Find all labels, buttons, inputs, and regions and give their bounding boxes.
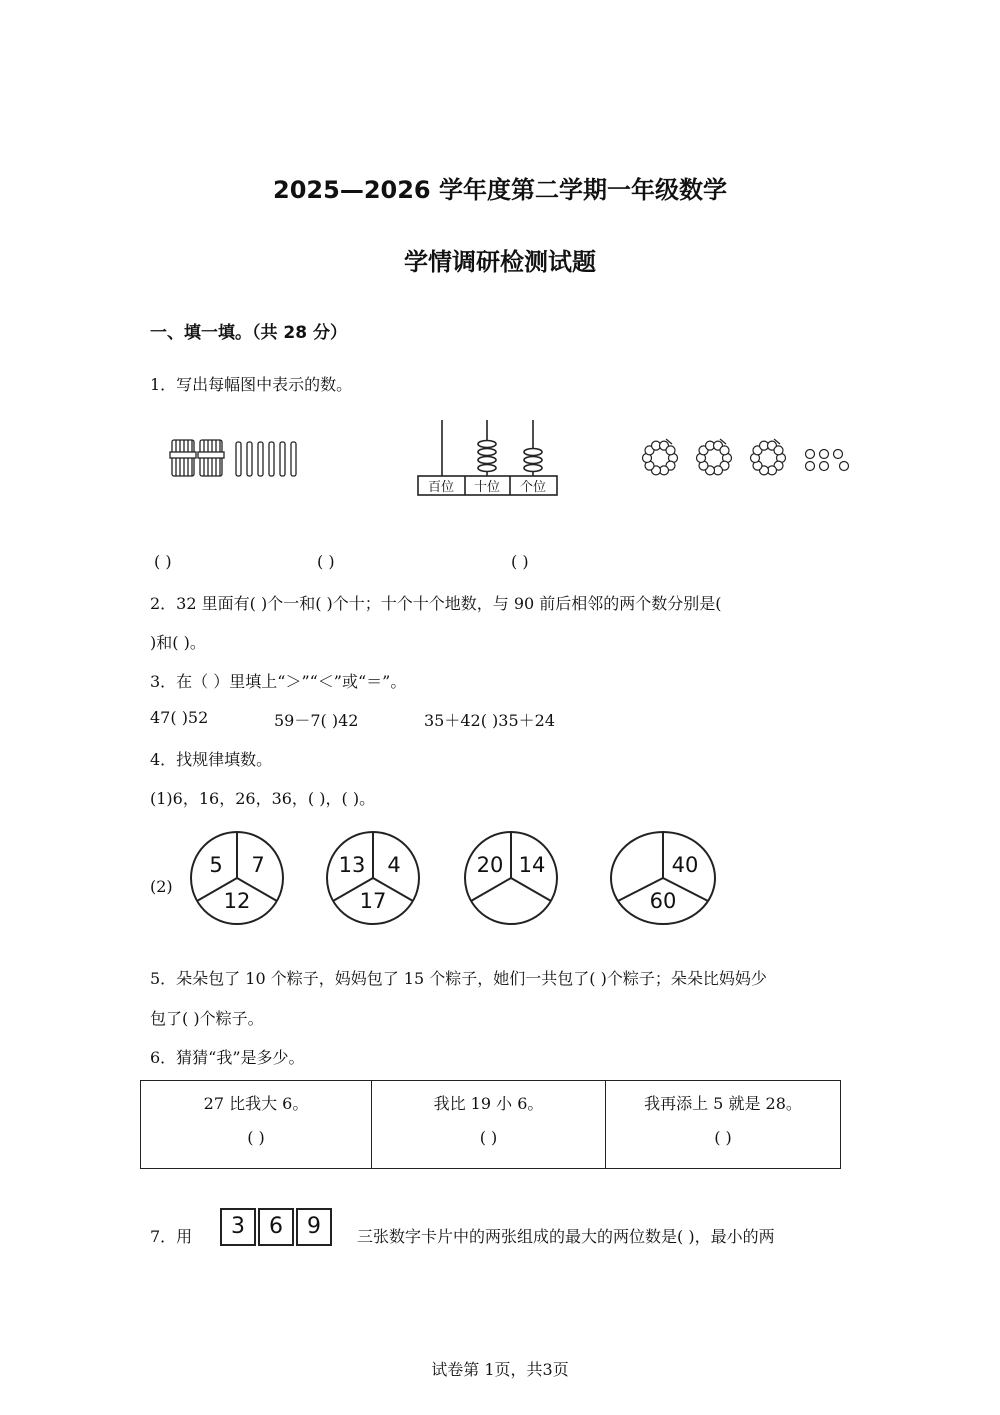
circle1-right: 7 <box>251 853 265 877</box>
number-card-3: 9 <box>296 1208 332 1246</box>
q1-blank-1[interactable]: ( ) <box>154 552 172 571</box>
abacus-label-ones: 个位 <box>519 480 547 495</box>
circle4-right: 40 <box>671 853 699 877</box>
q6-cell-3 <box>606 1081 841 1169</box>
circle3-left: 20 <box>476 853 504 877</box>
abacus-figure <box>415 418 560 498</box>
circle4-bottom: 60 <box>649 889 677 913</box>
q2-line2: )和( )。 <box>150 633 206 652</box>
q6-cell-1 <box>141 1081 372 1169</box>
q6-cell-3-blank[interactable]: ( ) <box>714 1128 732 1147</box>
q7-suffix: 三张数字卡片中的两张组成的最大的两位数是( )，最小的两 <box>357 1227 775 1246</box>
q6-cell-2-blank[interactable]: ( ) <box>479 1128 498 1147</box>
q3-prompt: 3．在（ ）里填上“＞”“＜”或“＝”。 <box>150 672 407 691</box>
circle1-left: 5 <box>209 853 223 877</box>
number-card-2: 6 <box>258 1208 294 1246</box>
q5-line1: 5．朵朵包了 10 个粽子，妈妈包了 15 个粽子，她们一共包了( )个粽子；朵朵比妈妈少 <box>150 969 767 988</box>
q5-line2: 包了( )个粽子。 <box>150 1009 264 1028</box>
q6-table <box>140 1080 841 1169</box>
q7-prefix: 7．用 <box>150 1227 193 1246</box>
circle1-bottom: 12 <box>223 889 251 913</box>
q6-cell-2-text: 我比 19 小 6。 <box>433 1094 544 1113</box>
q1-blank-3[interactable]: ( ) <box>511 552 529 571</box>
q4-part2-label: (2) <box>150 877 173 896</box>
page-footer: 试卷第 1页，共3页 <box>431 1360 569 1379</box>
q2-line1: 2．32 里面有( )个一和( )个十；十个十个地数，与 90 前后相邻的两个数分别是( <box>150 594 722 613</box>
q6-cell-1-blank[interactable]: ( ) <box>247 1128 265 1147</box>
exam-title-line2: 学情调研检测试题 <box>404 248 596 276</box>
circle2-bottom: 17 <box>359 889 387 913</box>
number-card-1: 3 <box>220 1208 256 1246</box>
q4-prompt: 4．找规律填数。 <box>150 750 273 769</box>
abacus-label-hundreds: 百位 <box>427 480 455 495</box>
q6-cell-2 <box>372 1081 606 1169</box>
q3-item-2: 59－7( )42 <box>274 711 359 730</box>
q6-prompt: 6．猜猜“我”是多少。 <box>150 1048 305 1067</box>
section-heading: 一、填一填。（共 28 分） <box>150 323 347 343</box>
q4-part1: (1)6，16，26，36，( )，( )。 <box>150 789 376 808</box>
q6-cell-3-text: 我再添上 5 就是 28。 <box>644 1094 802 1113</box>
stick-bundles-figure <box>168 434 308 484</box>
circle2-left: 13 <box>338 853 366 877</box>
q3-item-3: 35＋42( )35＋24 <box>424 711 556 730</box>
q6-cell-1-text: 27 比我大 6。 <box>203 1094 309 1113</box>
q1-blank-2[interactable]: ( ) <box>317 552 335 571</box>
number-circles-figure <box>180 826 740 930</box>
circle2-right: 4 <box>387 853 401 877</box>
q1-prompt: 1．写出每幅图中表示的数。 <box>150 375 353 394</box>
circle-groups-figure <box>638 434 858 480</box>
q3-item-1: 47( )52 <box>150 708 209 727</box>
abacus-label-tens: 十位 <box>473 480 501 495</box>
exam-title-line1: 2025—2026 学年度第二学期一年级数学 <box>273 176 727 204</box>
circle3-right: 14 <box>518 853 546 877</box>
